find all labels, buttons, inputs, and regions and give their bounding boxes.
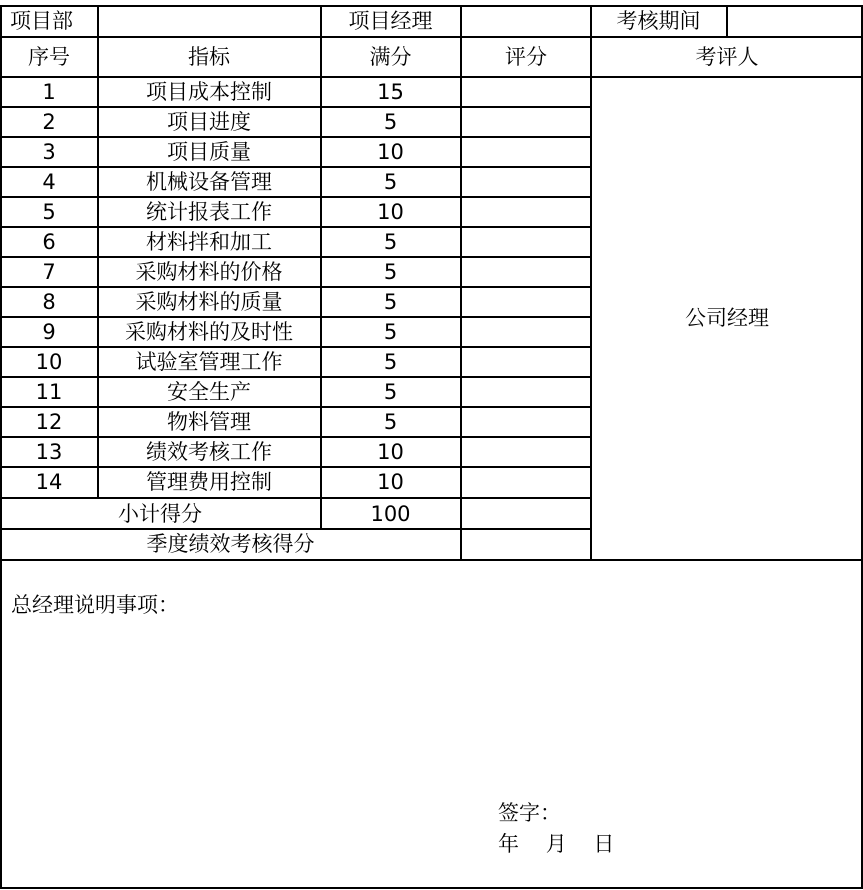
project-dept-field[interactable]: [98, 6, 320, 37]
grid-line: [0, 528, 591, 530]
grid-line: [0, 226, 591, 228]
row-indicator: 物料管理: [167, 409, 251, 434]
evaluator-value: 公司经理: [685, 306, 769, 330]
grid-line: [0, 887, 863, 889]
row-seq: 4: [42, 169, 56, 194]
row-indicator: 采购材料的质量: [135, 289, 283, 314]
row-full-score: 5: [383, 109, 398, 134]
row-indicator: 试验室管理工作: [135, 349, 283, 374]
project-dept-label: 项目部: [10, 9, 73, 33]
row-full-score: 5: [383, 319, 398, 344]
grid-line: [0, 5, 2, 889]
row-score-field[interactable]: [461, 257, 591, 287]
row-score-field[interactable]: [461, 347, 591, 377]
row-seq: 13: [35, 439, 63, 464]
row-full-score: 5: [383, 169, 398, 194]
row-score-field[interactable]: [461, 407, 591, 437]
row-full-score: 15: [377, 79, 404, 104]
row-seq: 2: [42, 109, 56, 134]
grid-line: [460, 5, 462, 561]
col-full-score-header: 满分: [369, 44, 412, 69]
period-field[interactable]: [726, 6, 863, 37]
date-label: 年 月 日: [498, 832, 615, 856]
row-score-field[interactable]: [461, 287, 591, 317]
row-score-field[interactable]: [461, 107, 591, 137]
project-manager-field[interactable]: [461, 6, 591, 37]
subtotal-full-score: 100: [370, 501, 411, 526]
grid-line: [0, 406, 591, 408]
row-seq: 7: [42, 259, 56, 284]
subtotal-label: 小计得分: [118, 501, 202, 526]
row-seq: 11: [35, 379, 63, 404]
grid-line: [97, 5, 99, 498]
grid-line: [0, 36, 863, 38]
row-score-field[interactable]: [461, 317, 591, 347]
grid-line: [320, 5, 322, 529]
row-full-score: 5: [383, 259, 398, 284]
row-score-field[interactable]: [461, 77, 591, 107]
signature-label: 签字：: [498, 801, 561, 825]
row-seq: 1: [42, 79, 56, 104]
row-full-score: 10: [377, 199, 404, 224]
quarterly-score-label: 季度绩效考核得分: [146, 532, 315, 556]
grid-line: [0, 376, 591, 378]
grid-line: [0, 136, 591, 138]
grid-line: [0, 286, 591, 288]
grid-line: [0, 346, 591, 348]
row-full-score: 10: [377, 139, 404, 164]
row-indicator: 项目质量: [167, 139, 251, 164]
row-indicator: 采购材料的及时性: [125, 319, 293, 344]
quarterly-score-field[interactable]: [461, 529, 591, 560]
row-seq: 9: [42, 319, 56, 344]
row-full-score: 5: [383, 409, 398, 434]
row-score-field[interactable]: [461, 227, 591, 257]
grid-line: [0, 106, 591, 108]
row-score-field[interactable]: [461, 377, 591, 407]
row-score-field[interactable]: [461, 167, 591, 197]
grid-line: [0, 5, 863, 7]
row-indicator: 管理费用控制: [146, 469, 272, 494]
row-score-field[interactable]: [461, 197, 591, 227]
subtotal-score-field[interactable]: [461, 499, 591, 529]
row-seq: 5: [42, 199, 56, 224]
row-seq: 8: [42, 289, 56, 314]
grid-line: [0, 316, 591, 318]
row-full-score: 5: [383, 379, 398, 404]
gm-notes-label: 总经理说明事项：: [11, 593, 179, 617]
row-indicator: 项目进度: [167, 109, 251, 134]
grid-line: [726, 5, 728, 37]
gm-notes-area[interactable]: [4, 622, 859, 797]
row-score-field[interactable]: [461, 437, 591, 467]
row-score-field[interactable]: [461, 137, 591, 167]
row-indicator: 机械设备管理: [146, 169, 272, 194]
grid-line: [0, 559, 863, 561]
period-label: 考核期间: [616, 9, 701, 33]
col-seq-header: 序号: [28, 44, 70, 69]
row-indicator: 安全生产: [167, 379, 251, 404]
grid-line: [0, 466, 591, 468]
row-score-field[interactable]: [461, 467, 591, 497]
grid-line: [0, 497, 591, 499]
row-indicator: 采购材料的价格: [135, 259, 283, 284]
col-score-header: 评分: [505, 44, 547, 69]
row-indicator: 项目成本控制: [146, 79, 272, 104]
grid-line: [0, 256, 591, 258]
row-seq: 6: [42, 229, 56, 254]
row-full-score: 5: [383, 349, 398, 374]
row-full-score: 10: [377, 469, 404, 494]
row-indicator: 绩效考核工作: [146, 439, 272, 464]
col-evaluator-header: 考评人: [695, 44, 759, 69]
row-indicator: 统计报表工作: [146, 199, 272, 224]
project-manager-label: 项目经理: [348, 9, 433, 33]
row-full-score: 5: [383, 289, 398, 314]
grid-line: [590, 5, 592, 561]
row-seq: 10: [35, 349, 63, 374]
grid-line: [0, 436, 591, 438]
row-seq: 14: [35, 469, 63, 494]
grid-line: [0, 76, 863, 78]
row-seq: 12: [35, 409, 63, 434]
grid-line: [0, 196, 591, 198]
row-indicator: 材料拌和加工: [146, 229, 272, 254]
grid-line: [0, 166, 591, 168]
row-seq: 3: [42, 139, 56, 164]
row-full-score: 10: [377, 439, 404, 464]
row-full-score: 5: [383, 229, 398, 254]
col-indicator-header: 指标: [188, 44, 230, 69]
